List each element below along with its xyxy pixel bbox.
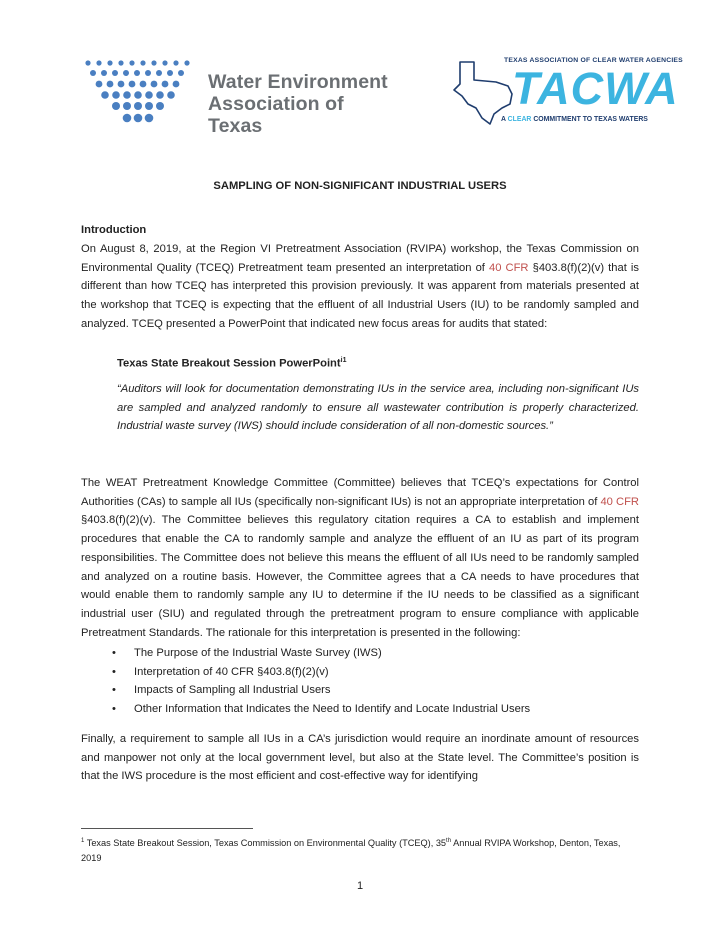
tacwa-logo [452,56,686,132]
bullet-icon: • [112,665,116,678]
tacwa-tagline-a: A [501,116,506,123]
intro-cfr-reference: 40 CFR [488,261,529,274]
breakout-session-heading [117,357,346,370]
intro-paragraph [81,240,639,334]
page-number: 1 [356,880,364,892]
breakout-heading-text: Texas State Breakout Session PowerPoint [117,357,341,370]
bullet-icon: • [112,703,116,716]
intro-text-before-cfr: On August 8, 2019, at the Region VI Pretreatment Association (RVIPA) workshop, the Texas Commission on Environmental Quality (TCEQ) Pretreatment team presented an interpretation of [81,243,639,274]
weat-name-line1: Water Environment [208,71,388,93]
auditors-quote: “Auditors will look for documentation demonstrating IUs in the service area, including non-significant IUs are sampled and analyzed randomly to ensure all wastewater contribution is properly characterized. Industrial waste survey (IWS) should include consideration of all non-domestic sources.” [117,383,639,433]
rationale-list [110,644,530,719]
list-item-text: Interpretation of 40 CFR §403.8(f)(2)(v) [134,665,329,678]
weat-name [208,71,402,137]
footnote [81,834,641,866]
footnote-ordinal: th [446,838,452,844]
footnote-ref: i1 [340,357,347,364]
closing-paragraph: Finally, a requirement to sample all IUs in a CA’s jurisdiction would require an inordinate amount of resources and manpower not only at the local government level, but also at the State level. The Committee’s position is that the IWS procedure is the most efficient and cost-effective way for identifying [81,733,639,783]
committee-text-before-cfr: The WEAT Pretreatment Knowledge Committee (Committee) believes that TCEQ’s expectations for Control Authorities (CAs) to sample all IUs (specifically non-significant IUs) is not an appropriate interpretation of [81,477,639,508]
list-item-text: Other Information that Indicates the Need to Identify and Locate Industrial Users [134,703,531,716]
tacwa-tagline [501,116,648,123]
footnote-text-b: Annual RVIPA Workshop, Denton, Texas, 2019 [81,838,621,864]
committee-text-after-cfr: §403.8(f)(2)(v). The Committee believes this regulatory citation requires a CA to establish and implement procedures that enable the CA to randomly sample and analyze the effluent of an IU as part of its program responsibilities. The Committee does not believe this means the effluent of all IUs need to be randomly sampled and analyzed on a routine basis. However, the Committee agrees that a CA needs to have procedures that would enable them to randomly sample any IU to determine if the IU needs to be classified as a significant industrial user (SIU) and regulated through the pretreatment program to ensure compliance with applicable Pretreatment Standards. The rationale for this interpretation is presented in the following: [81,514,639,639]
list-item [110,681,530,700]
tacwa-wordmark: TACWA [512,63,679,114]
bullet-icon: • [112,684,116,697]
list-item-text: Impacts of Sampling all Industrial Users [134,684,331,697]
footnote-marker: 1 [81,838,85,844]
weat-logo [82,58,402,137]
list-item [110,700,530,719]
list-item-text: The Purpose of the Industrial Waste Survey (IWS) [134,647,382,659]
weat-name-line2: Association of Texas [208,93,344,137]
list-item [110,663,530,682]
section-heading-introduction: Introduction [81,224,147,236]
tacwa-tagline-rest: COMMITMENT TO TEXAS WATERS [533,116,648,123]
list-item [110,644,530,663]
footnote-divider [81,828,253,829]
water-drops-icon [82,58,202,124]
document-title: SAMPLING OF NON-SIGNIFICANT INDUSTRIAL USERS [213,180,507,192]
committee-cfr-reference: 40 CFR [600,495,639,508]
bullet-icon: • [112,647,116,659]
tacwa-tagline-clear: CLEAR [507,116,532,123]
intro-text-after-cfr: §403.8(f)(2)(v) that is different than how TCEQ has interpreted this provision previously. It was apparent from materials presented at the workshop that TCEQ is expecting that the effluent of all Industrial Users (IU) to be randomly sampled and analyzed. TCEQ presented a PowerPoint that indicated new focus areas for audits that stated: [81,261,639,330]
tacwa-full-name: TEXAS ASSOCIATION OF CLEAR WATER AGENCIES [504,57,683,64]
footnote-text-a: Texas State Breakout Session, Texas Commission on Environmental Quality (TCEQ), 35 [84,838,447,849]
committee-paragraph [81,474,639,642]
